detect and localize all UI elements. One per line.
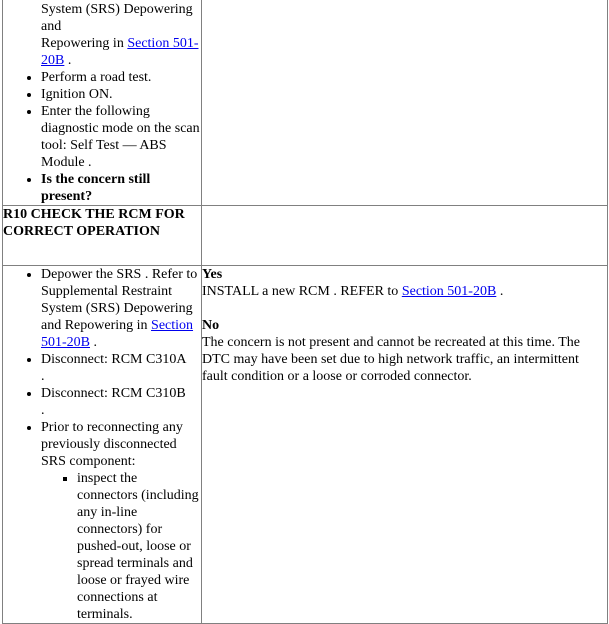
section-link[interactable]: Section 501-20B	[401, 284, 497, 299]
list-item: ▪ inspect the connectors (including any in-line connectors) for pushed-out, loose or spread terminals and loose or frayed wire connections at terminals.	[77, 470, 201, 623]
yes-label: Yes	[202, 267, 223, 282]
yes-text: INSTALL a new RCM . REFER to Section 501-20B .	[202, 284, 504, 299]
r10-actions	[3, 266, 202, 624]
list-item: • Prior to reconnecting any previously disconnected SRS component: ▪ inspect the connectors (including any in-line connectors) for pushed-out, loose or spread terminals and loose or frayed wire connections at terminals.	[41, 419, 201, 623]
no-text: The concern is not present and cannot be recreated at this time. The DTC may have been set due to high network traffic, an intermittent fault condition or a loose or corroded connector.	[202, 335, 580, 384]
step-heading-blank	[202, 206, 608, 266]
list-item: • Disconnect: RCM C310A .	[41, 351, 201, 385]
sub-list	[41, 470, 201, 623]
r10-heading-row	[3, 206, 608, 266]
list-item: • Enter the following diagnostic mode on the scan tool: Self Test — ABS Module .	[41, 103, 201, 171]
step-heading: R10 CHECK THE RCM FOR CORRECT OPERATION	[3, 206, 202, 266]
question-text: Is the concern still present?	[41, 172, 151, 204]
r10-results	[202, 266, 608, 624]
list-item: • System (SRS) Depowering and Repowering in Section 501-20B .	[41, 0, 201, 69]
prev-step-list	[3, 0, 201, 205]
r10-action-list	[3, 266, 201, 623]
list-item: • Perform a road test.	[41, 69, 201, 86]
r10-body-row	[3, 266, 608, 624]
section-link[interactable]: Section 501-20B	[41, 36, 199, 68]
list-item: • Ignition ON.	[41, 86, 201, 103]
list-item: • Depower the SRS . Refer to Supplemental Restraint System (SRS) Depowering and Repowering in Section 501-20B .	[41, 266, 201, 351]
spacer	[202, 300, 607, 317]
list-item: • Disconnect: RCM C310B .	[41, 385, 201, 419]
prev-step-row	[3, 0, 608, 206]
prev-step-results	[202, 0, 608, 206]
diagnostic-table	[2, 0, 608, 624]
section-link[interactable]: Section 501-20B	[41, 318, 194, 350]
list-item	[41, 171, 201, 205]
prev-step-actions	[3, 0, 202, 206]
no-label: No	[202, 318, 220, 333]
